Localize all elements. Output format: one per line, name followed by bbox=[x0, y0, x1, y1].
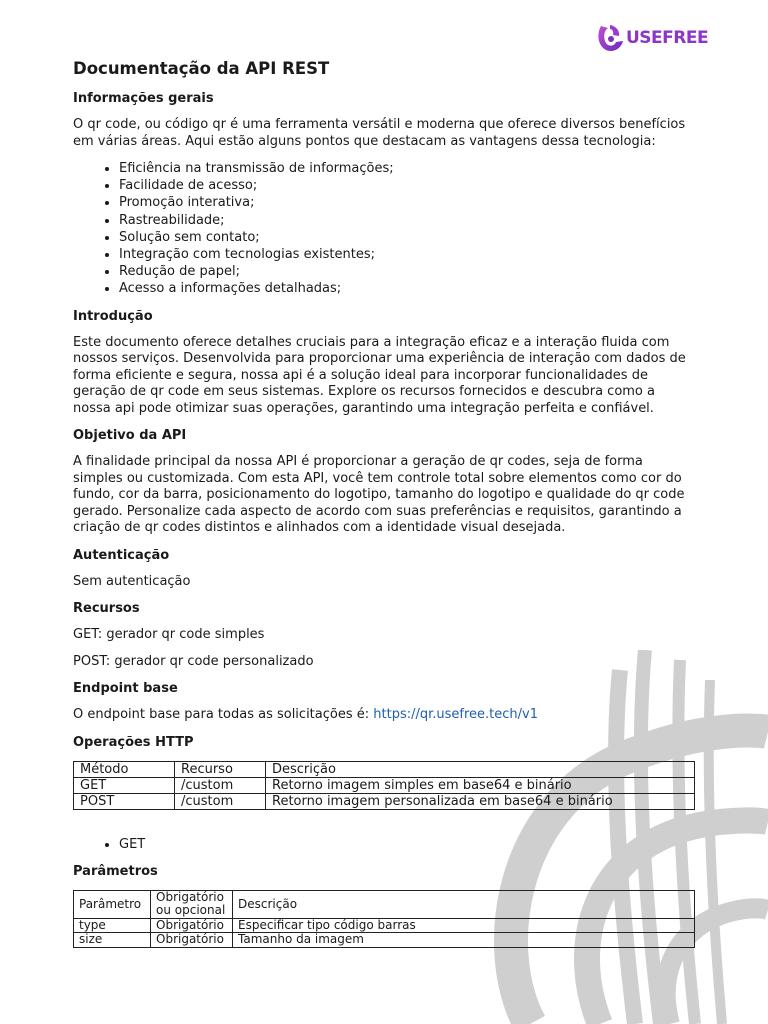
brand-logo bbox=[597, 23, 708, 53]
table-header-cell: Recurso bbox=[175, 761, 266, 777]
section-heading-general: Informações gerais bbox=[73, 91, 214, 106]
parameters-table bbox=[73, 890, 695, 948]
resource-get-text: GET: gerador qr code simples bbox=[73, 627, 265, 643]
table-cell: Especificar tipo código barras bbox=[233, 918, 695, 933]
http-operations-table bbox=[73, 761, 695, 810]
table-header-cell: Descrição bbox=[266, 761, 695, 777]
section-heading-auth: Autenticação bbox=[73, 547, 170, 563]
table-cell: POST bbox=[74, 793, 175, 809]
list-item: • Facilidade de acesso; bbox=[119, 177, 695, 194]
section-heading-objective: Objetivo da API bbox=[73, 428, 187, 444]
table-cell: /custom bbox=[175, 777, 266, 793]
table-cell: GET bbox=[74, 777, 175, 793]
section-heading-resources: Recursos bbox=[73, 601, 140, 617]
list-item: • Solução sem contato; bbox=[119, 229, 695, 246]
method-list bbox=[73, 836, 695, 853]
table-row bbox=[74, 918, 695, 933]
table-cell: Tamanho da imagem bbox=[233, 933, 695, 948]
auth-text: Sem autenticação bbox=[73, 573, 191, 589]
general-intro-paragraph: O qr code, ou código qr é uma ferramenta versátil e moderna que oferece diversos benefícios em várias áreas. Aqui estão alguns pontos que destacam as vantagens dessa tecnologia: bbox=[73, 117, 686, 149]
section-heading-params: Parâmetros bbox=[73, 863, 158, 879]
resource-post-text: POST: gerador qr code personalizado bbox=[73, 653, 314, 669]
table-cell: Retorno imagem personalizada em base64 e binário bbox=[266, 793, 695, 809]
list-item: • GET bbox=[119, 836, 695, 853]
list-item: • Rastreabilidade; bbox=[119, 212, 695, 229]
table-header-cell: Parâmetro bbox=[74, 890, 151, 918]
endpoint-paragraph bbox=[73, 707, 695, 724]
table-row bbox=[74, 793, 695, 809]
benefits-list bbox=[73, 160, 695, 298]
table-cell: size bbox=[74, 933, 151, 948]
list-item: • Acesso a informações detalhadas; bbox=[119, 280, 695, 297]
document-body bbox=[73, 58, 695, 958]
objective-paragraph: A finalidade principal da nossa API é proporcionar a geração de qr codes, seja de forma simples ou customizada. Com esta API, você tem controle total sobre elementos como cor do fundo, cor da barra, posicionamento do logotipo, tamanho do logotipo e qualidade do qr code gerado. Personalize cada aspecto de acordo com suas preferências e requisitos, garantindo a criação de qr codes distintos e alinhados com a identidade visual desejada. bbox=[73, 454, 685, 536]
logo-text: USEFREE bbox=[626, 28, 709, 48]
usefree-logo-icon bbox=[597, 23, 625, 53]
section-heading-endpoint: Endpoint base bbox=[73, 681, 178, 697]
table-cell: /custom bbox=[175, 793, 266, 809]
list-item: • Redução de papel; bbox=[119, 263, 695, 280]
section-heading-http-ops: Operações HTTP bbox=[73, 734, 194, 750]
table-row bbox=[74, 777, 695, 793]
list-item: • Eficiência na transmissão de informações; bbox=[119, 160, 695, 177]
endpoint-text: O endpoint base para todas as solicitações é: bbox=[73, 707, 374, 723]
endpoint-url-link[interactable]: https://qr.usefree.tech/v1 bbox=[373, 707, 538, 723]
table-header-cell: Método bbox=[74, 761, 175, 777]
list-item: • Promoção interativa; bbox=[119, 194, 695, 211]
table-header-cell: Descrição bbox=[233, 890, 695, 918]
table-header-row bbox=[74, 761, 695, 777]
list-item: • Integração com tecnologias existentes; bbox=[119, 246, 695, 263]
table-cell: type bbox=[74, 918, 151, 933]
table-row bbox=[74, 933, 695, 948]
table-header-row bbox=[74, 890, 695, 918]
table-header-cell: Obrigatório ou opcional bbox=[151, 890, 233, 918]
table-cell: Obrigatório bbox=[151, 933, 233, 948]
introduction-paragraph: Este documento oferece detalhes cruciais para a integração eficaz e a interação fluida com nossos serviços. Desenvolvida para proporcionar uma experiência de interação com dados de forma eficiente e segura, nossa api é a solução ideal para incorporar funcionalidades de geração de qr code em seus sistemas. Explore os recursos fornecidos e descubra como a nossa api pode otimizar suas operações, garantindo uma integração perfeita e confiável. bbox=[73, 334, 686, 416]
table-cell: Retorno imagem simples em base64 e binário bbox=[266, 777, 695, 793]
section-heading-introduction: Introdução bbox=[73, 308, 153, 324]
page-title: Documentação da API REST bbox=[73, 59, 330, 78]
table-cell: Obrigatório bbox=[151, 918, 233, 933]
